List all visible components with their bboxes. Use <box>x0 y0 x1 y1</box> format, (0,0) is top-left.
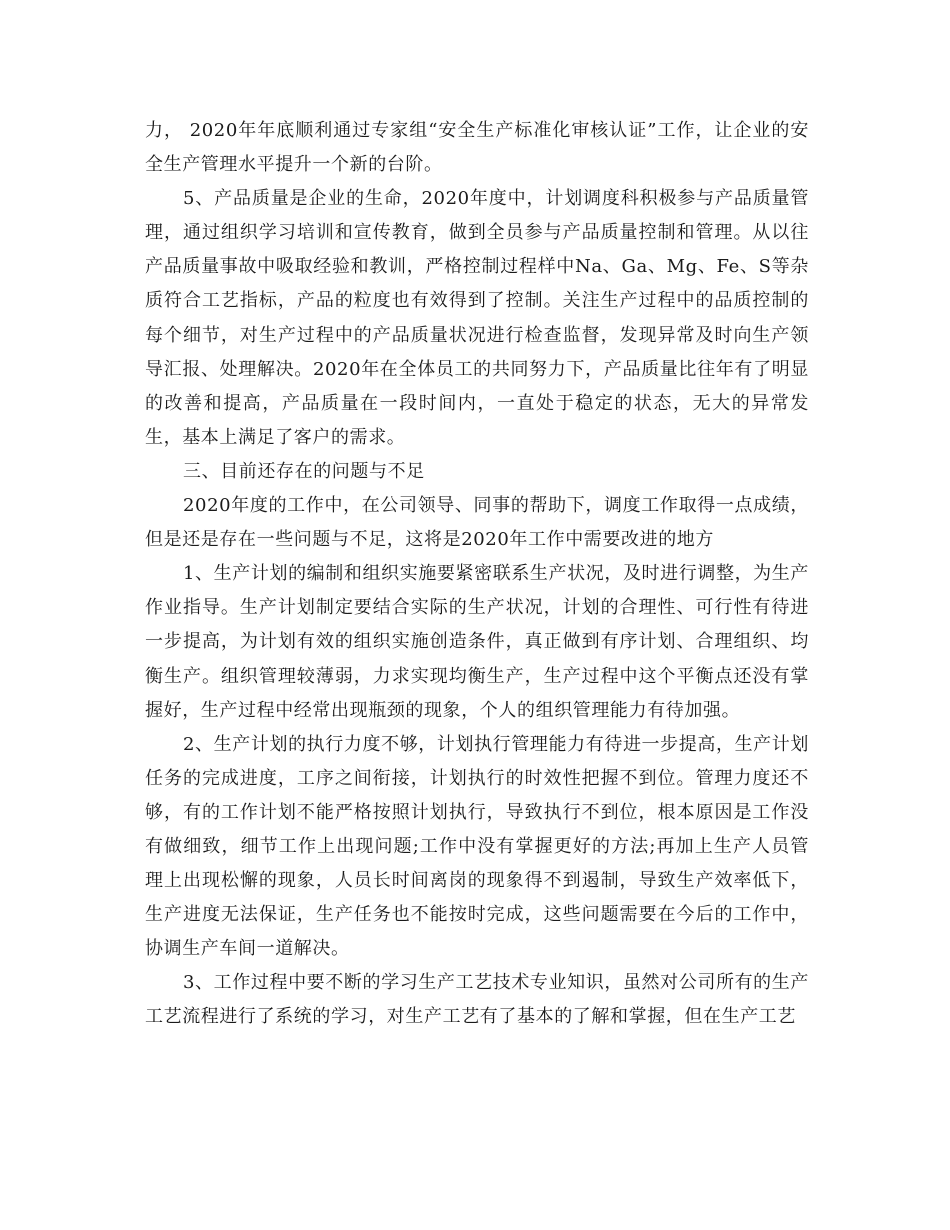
paragraph-item-2: 2、生产计划的执行力度不够，计划执行管理能力有待进一步提高，生产计划任务的完成进度，工序之间衔接，计划执行的时效性把握不到位。管理力度还不够，有的工作计划不能严格按照计划执行，导致执行不到位，根本原因是工作没有做细致，细节工作上出现问题;工作中没有掌握更好的方法;再加上生产人员管理上出现松懈的现象，人员长时间离岗的现象得不到遏制，导致生产效率低下，生产进度无法保证，生产任务也不能按时完成，这些问题需要在今后的工作中，协调生产车间一道解决。 <box>145 733 809 960</box>
paragraph-item-3: 3、工作过程中要不断的学习生产工艺技术专业知识，虽然对公司所有的生产工艺流程进行了系统的学习，对生产工艺有了基本的了解和掌握，但在生产工艺 <box>145 972 809 1028</box>
section-heading-problems: 三、目前还存在的问题与不足 <box>183 460 425 482</box>
paragraph-product-quality: 5、产品质量是企业的生命，2020年度中，计划调度科积极参与产品质量管理，通过组织学习培训和宣传教育，做到全员参与产品质量控制和管理。从以往产品质量事故中吸取经验和教训，严格控制过程样中Na、Ga、Mg、Fe、S等杂质符合工艺指标，产品的粒度也有效得到了控制。关注生产过程中的品质控制的每个细节，对生产过程中的产品质量状况进行检查监督，发现异常及时向生产领导汇报、处理解决。2020年在全体员工的共同努力下，产品质量比往年有了明显的改善和提高，产品质量在一段时间内，一直处于稳定的状态，无大的异常发生，基本上满足了客户的需求。 <box>145 188 809 448</box>
document-body <box>145 114 809 1035</box>
paragraph-problems-intro: 2020年度的工作中，在公司领导、同事的帮助下，调度工作取得一点成绩，但是还是存在一些问题与不足，这将是2020年工作中需要改进的地方 <box>145 495 809 551</box>
paragraph-item-1: 1、生产计划的编制和组织实施要紧密联系生产状况，及时进行调整，为生产作业指导。生产计划制定要结合实际的生产状况，计划的合理性、可行性有待进一步提高，为计划有效的组织实施创造条件，真正做到有序计划、合理组织、均衡生产。组织管理较薄弱，力求实现均衡生产，生产过程中这个平衡点还没有掌握好，生产过程中经常出现瓶颈的现象，个人的组织管理能力有待加强。 <box>145 563 809 721</box>
paragraph-continuation: 力， 2020年年底顺利通过专家组“安全生产标准化审核认证”工作，让企业的安全生产管理水平提升一个新的台阶。 <box>145 120 809 176</box>
